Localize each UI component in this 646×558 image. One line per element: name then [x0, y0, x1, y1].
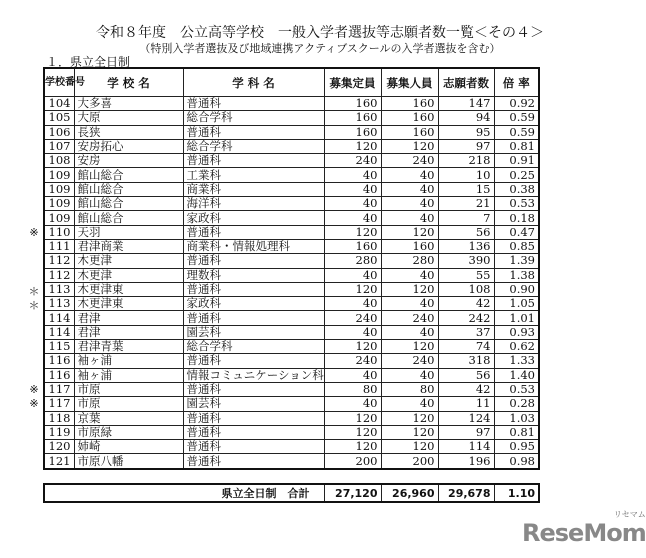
ratio-cell: 1.33: [494, 354, 539, 368]
capacity-cell: 160: [324, 239, 381, 253]
ratio-cell: 0.90: [494, 282, 539, 296]
applicants-cell: 42: [438, 382, 494, 396]
ratio-cell: 0.25: [494, 168, 539, 182]
total-capacity: 27,120: [324, 484, 381, 502]
school-number-cell: 117: [44, 397, 74, 411]
ratio-cell: 0.59: [494, 125, 539, 139]
ratio-cell: 0.93: [494, 325, 539, 339]
department-cell: 総合学科: [183, 340, 324, 354]
total-table: [43, 483, 540, 503]
total-recruit: 26,960: [381, 484, 438, 502]
recruit-cell: 120: [381, 340, 438, 354]
school-number-cell: 112: [44, 254, 74, 268]
ratio-cell: 1.38: [494, 268, 539, 282]
applicants-cell: 21: [438, 197, 494, 211]
recruit-cell: 120: [381, 411, 438, 425]
capacity-cell: 120: [324, 225, 381, 239]
capacity-cell: 120: [324, 282, 381, 296]
school-number-cell: 108: [44, 154, 74, 168]
school-name-cell: 君津商業: [74, 239, 183, 253]
applicants-cell: 74: [438, 340, 494, 354]
section-heading: １．県立全日制: [46, 55, 131, 69]
school-name-cell: 市原緑: [74, 425, 183, 439]
school-name-cell: 京葉: [74, 411, 183, 425]
applicants-cell: 218: [438, 154, 494, 168]
school-name-cell: 館山総合: [74, 197, 183, 211]
ratio-cell: 1.01: [494, 311, 539, 325]
applicants-cell: 15: [438, 182, 494, 196]
capacity-cell: 120: [324, 425, 381, 439]
table-row: [44, 425, 539, 439]
school-number-cell: 117: [44, 382, 74, 396]
total-row: [44, 484, 539, 502]
school-number-cell: 120: [44, 440, 74, 454]
recruit-cell: 240: [381, 311, 438, 325]
table-row: [44, 411, 539, 425]
department-cell: 園芸科: [183, 397, 324, 411]
department-cell: 普通科: [183, 354, 324, 368]
applicants-cell: 56: [438, 368, 494, 382]
school-number-cell: 106: [44, 125, 74, 139]
recruit-cell: 240: [381, 354, 438, 368]
capacity-cell: 80: [324, 382, 381, 396]
capacity-cell: 240: [324, 311, 381, 325]
ratio-cell: 0.81: [494, 425, 539, 439]
school-number-cell: 113: [44, 297, 74, 311]
table-row: [44, 382, 539, 396]
applicants-cell: 11: [438, 397, 494, 411]
department-cell: 普通科: [183, 97, 324, 111]
table-row: [44, 354, 539, 368]
table-row: [44, 168, 539, 182]
school-number-cell: 116: [44, 368, 74, 382]
recruit-cell: 200: [381, 454, 438, 469]
header-ratio: 倍 率: [494, 68, 539, 97]
ratio-cell: 0.91: [494, 154, 539, 168]
header-number: 学校番号: [44, 68, 74, 97]
recruit-cell: 40: [381, 182, 438, 196]
table-row: [44, 225, 539, 239]
ratio-cell: 0.98: [494, 454, 539, 469]
page-subtitle: （特別入学者選抜及び地域連携アクティブスクールの入学者選抜を含む）: [139, 42, 501, 55]
ratio-cell: 0.81: [494, 139, 539, 153]
applicants-cell: 196: [438, 454, 494, 469]
school-number-cell: 114: [44, 311, 74, 325]
department-cell: 商業科: [183, 182, 324, 196]
school-name-cell: 君津青葉: [74, 340, 183, 354]
school-number-cell: 110: [44, 225, 74, 239]
page-title: 令和８年度 公立高等学校 一般入学者選抜等志願者数一覧＜その４＞: [96, 25, 544, 41]
capacity-cell: 120: [324, 139, 381, 153]
recruit-cell: 120: [381, 440, 438, 454]
department-cell: 普通科: [183, 382, 324, 396]
recruit-cell: 280: [381, 254, 438, 268]
ratio-cell: 0.59: [494, 111, 539, 125]
header-dept: 学 科 名: [183, 68, 324, 97]
ratio-cell: 1.05: [494, 297, 539, 311]
table-row: [44, 454, 539, 469]
total-ratio: 1.10: [494, 484, 539, 502]
capacity-cell: 160: [324, 97, 381, 111]
applicants-cell: 97: [438, 425, 494, 439]
ratio-cell: 1.40: [494, 368, 539, 382]
school-number-cell: 113: [44, 282, 74, 296]
ratio-cell: 0.47: [494, 225, 539, 239]
applicants-cell: 390: [438, 254, 494, 268]
recruit-cell: 160: [381, 111, 438, 125]
school-number-cell: 114: [44, 325, 74, 339]
school-name-cell: 長狭: [74, 125, 183, 139]
applicants-cell: 242: [438, 311, 494, 325]
recruit-cell: 160: [381, 125, 438, 139]
capacity-cell: 40: [324, 168, 381, 182]
recruit-cell: 40: [381, 168, 438, 182]
note-mark: ※: [29, 225, 39, 239]
capacity-cell: 40: [324, 397, 381, 411]
school-name-cell: 市原: [74, 382, 183, 396]
recruit-cell: 40: [381, 211, 438, 225]
department-cell: 家政科: [183, 211, 324, 225]
recruit-cell: 160: [381, 239, 438, 253]
school-name-cell: 君津: [74, 311, 183, 325]
capacity-cell: 40: [324, 197, 381, 211]
school-number-cell: 115: [44, 340, 74, 354]
table-row: [44, 268, 539, 282]
capacity-cell: 120: [324, 411, 381, 425]
applicants-cell: 318: [438, 354, 494, 368]
department-cell: 工業科: [183, 168, 324, 182]
department-cell: 普通科: [183, 425, 324, 439]
table-row: [44, 111, 539, 125]
school-name-cell: 袖ヶ浦: [74, 368, 183, 382]
table-row: [44, 397, 539, 411]
school-name-cell: 館山総合: [74, 168, 183, 182]
table-row: [44, 211, 539, 225]
table-row: [44, 239, 539, 253]
applicants-cell: 7: [438, 211, 494, 225]
recruit-cell: 40: [381, 197, 438, 211]
capacity-cell: 160: [324, 125, 381, 139]
school-number-cell: 109: [44, 168, 74, 182]
applicants-table: [43, 67, 540, 470]
school-name-cell: 館山総合: [74, 211, 183, 225]
applicants-cell: 56: [438, 225, 494, 239]
table-row: [44, 182, 539, 196]
school-number-cell: 116: [44, 354, 74, 368]
applicants-cell: 37: [438, 325, 494, 339]
department-cell: 普通科: [183, 440, 324, 454]
school-name-cell: 木更津東: [74, 282, 183, 296]
total-applicants: 29,678: [438, 484, 494, 502]
school-name-cell: 君津: [74, 325, 183, 339]
applicants-cell: 136: [438, 239, 494, 253]
ratio-cell: 0.53: [494, 197, 539, 211]
school-name-cell: 木更津: [74, 268, 183, 282]
table-row: [44, 125, 539, 139]
recruit-cell: 120: [381, 139, 438, 153]
department-cell: 家政科: [183, 297, 324, 311]
recruit-cell: 80: [381, 382, 438, 396]
ratio-cell: 0.95: [494, 440, 539, 454]
capacity-cell: 120: [324, 340, 381, 354]
capacity-cell: 120: [324, 440, 381, 454]
department-cell: 普通科: [183, 225, 324, 239]
note-mark: ＊: [28, 284, 40, 298]
table-row: [44, 154, 539, 168]
capacity-cell: 40: [324, 182, 381, 196]
school-name-cell: 大原: [74, 111, 183, 125]
header-recruit: 募集人員: [381, 68, 438, 97]
capacity-cell: 200: [324, 454, 381, 469]
department-cell: 商業科・情報処理科: [183, 239, 324, 253]
department-cell: 普通科: [183, 411, 324, 425]
note-mark: ※: [29, 383, 39, 396]
applicants-cell: 42: [438, 297, 494, 311]
school-name-cell: 市原八幡: [74, 454, 183, 469]
table-row: [44, 325, 539, 339]
ratio-cell: 0.38: [494, 182, 539, 196]
applicants-cell: 95: [438, 125, 494, 139]
school-name-cell: 姉崎: [74, 440, 183, 454]
table-row: [44, 311, 539, 325]
header-school: 学 校 名: [74, 68, 183, 97]
total-label: 県立全日制 合計: [44, 484, 324, 502]
note-mark: ＊: [28, 299, 40, 313]
department-cell: 総合学科: [183, 111, 324, 125]
department-cell: 普通科: [183, 125, 324, 139]
school-number-cell: 109: [44, 182, 74, 196]
table-row: [44, 440, 539, 454]
department-cell: 海洋科: [183, 197, 324, 211]
department-cell: 理数科: [183, 268, 324, 282]
school-name-cell: 大多喜: [74, 97, 183, 111]
school-name-cell: 天羽: [74, 225, 183, 239]
applicants-cell: 114: [438, 440, 494, 454]
ratio-cell: 0.92: [494, 97, 539, 111]
table-row: [44, 139, 539, 153]
resemom-logo: [522, 510, 646, 547]
recruit-cell: 40: [381, 368, 438, 382]
note-mark: ※: [29, 397, 39, 411]
logo-ruby: リセマム: [613, 510, 646, 519]
applicants-cell: 10: [438, 168, 494, 182]
header-capacity: 募集定員: [324, 68, 381, 97]
ratio-cell: 0.18: [494, 211, 539, 225]
applicants-cell: 94: [438, 111, 494, 125]
school-name-cell: 木更津: [74, 254, 183, 268]
table-row: [44, 368, 539, 382]
capacity-cell: 40: [324, 211, 381, 225]
department-cell: 総合学科: [183, 139, 324, 153]
applicants-cell: 97: [438, 139, 494, 153]
applicants-cell: 55: [438, 268, 494, 282]
school-name-cell: 安房: [74, 154, 183, 168]
school-name-cell: 市原: [74, 397, 183, 411]
school-number-cell: 109: [44, 211, 74, 225]
school-number-cell: 105: [44, 111, 74, 125]
table-header: [44, 68, 539, 97]
department-cell: 園芸科: [183, 325, 324, 339]
capacity-cell: 240: [324, 154, 381, 168]
ratio-cell: 0.62: [494, 340, 539, 354]
capacity-cell: 240: [324, 354, 381, 368]
school-name-cell: 袖ヶ浦: [74, 354, 183, 368]
capacity-cell: 40: [324, 268, 381, 282]
school-name-cell: 館山総合: [74, 182, 183, 196]
department-cell: 普通科: [183, 282, 324, 296]
department-cell: 普通科: [183, 154, 324, 168]
ratio-cell: 0.28: [494, 397, 539, 411]
ratio-cell: 0.85: [494, 239, 539, 253]
recruit-cell: 120: [381, 225, 438, 239]
recruit-cell: 160: [381, 97, 438, 111]
school-number-cell: 109: [44, 197, 74, 211]
ratio-cell: 0.53: [494, 382, 539, 396]
table-row: [44, 254, 539, 268]
school-number-cell: 119: [44, 425, 74, 439]
table-row: [44, 340, 539, 354]
table-row: [44, 97, 539, 111]
applicants-cell: 124: [438, 411, 494, 425]
school-name-cell: 安房拓心: [74, 139, 183, 153]
department-cell: 普通科: [183, 454, 324, 469]
logo-text: ReseMom: [522, 519, 646, 547]
table-row: [44, 282, 539, 296]
applicants-cell: 147: [438, 97, 494, 111]
ratio-cell: 1.03: [494, 411, 539, 425]
school-name-cell: 木更津東: [74, 297, 183, 311]
school-number-cell: 107: [44, 139, 74, 153]
school-number-cell: 121: [44, 454, 74, 469]
recruit-cell: 40: [381, 297, 438, 311]
school-number-cell: 118: [44, 411, 74, 425]
applicants-cell: 108: [438, 282, 494, 296]
school-number-cell: 104: [44, 97, 74, 111]
capacity-cell: 40: [324, 325, 381, 339]
department-cell: 普通科: [183, 254, 324, 268]
school-number-cell: 111: [44, 239, 74, 253]
recruit-cell: 40: [381, 397, 438, 411]
recruit-cell: 40: [381, 268, 438, 282]
recruit-cell: 120: [381, 425, 438, 439]
department-cell: 情報コミュニケーション科: [183, 368, 324, 382]
capacity-cell: 280: [324, 254, 381, 268]
ratio-cell: 1.39: [494, 254, 539, 268]
school-number-cell: 112: [44, 268, 74, 282]
header-applicants: 志願者数: [438, 68, 494, 97]
department-cell: 普通科: [183, 311, 324, 325]
capacity-cell: 40: [324, 368, 381, 382]
recruit-cell: 40: [381, 325, 438, 339]
table-row: [44, 197, 539, 211]
table-row: [44, 297, 539, 311]
capacity-cell: 160: [324, 111, 381, 125]
recruit-cell: 240: [381, 154, 438, 168]
capacity-cell: 40: [324, 297, 381, 311]
recruit-cell: 120: [381, 282, 438, 296]
